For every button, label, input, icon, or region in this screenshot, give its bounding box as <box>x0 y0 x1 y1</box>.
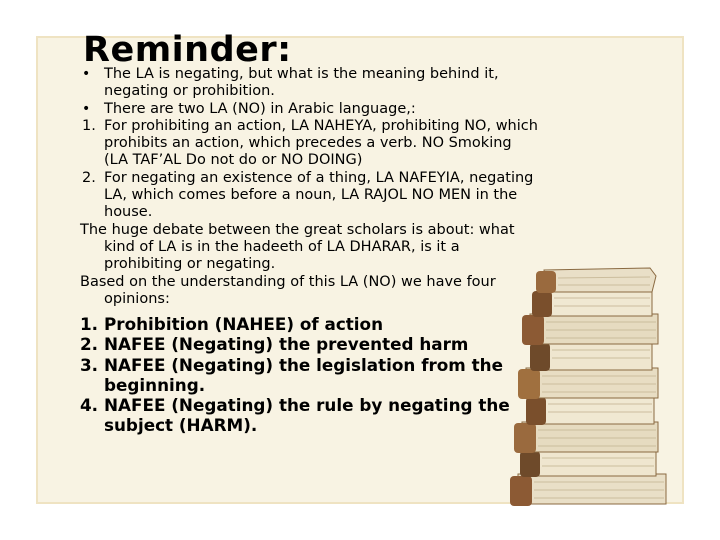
opinion-text: NAFEE (Negating) the rule by negating the subject (HARM). <box>104 394 510 436</box>
slide-content <box>80 66 540 435</box>
bullet-marker: • <box>82 66 91 82</box>
number-marker: 1. <box>82 117 96 134</box>
opinion-marker: 3. <box>80 354 99 375</box>
opinion-text: NAFEE (Negating) the legislation from the beginning. <box>104 354 503 395</box>
bullet-marker: • <box>82 100 91 117</box>
opinion-marker: 4. <box>80 394 99 415</box>
book <box>536 268 656 293</box>
book <box>518 368 658 399</box>
book <box>520 450 656 477</box>
numbered-text: For negating an existence of a thing, LA NAFEYIA, negating LA, which comes before a noun, LA RAJOL NO MEN in the house. <box>104 169 534 221</box>
bullet-text: The LA is negating, but what is the meaning behind it, negating or prohibition. <box>104 66 499 100</box>
opinion-text: Prohibition (NAHEE) of action <box>104 314 384 335</box>
book <box>526 396 654 425</box>
bullet-item <box>80 66 540 101</box>
opinion-marker: 2. <box>80 334 99 355</box>
paragraph: The huge debate between the great scholars is about: what kind of LA is in the hadeeth of LA DHARAR, is it a prohibiting or negating. <box>80 221 515 273</box>
book <box>530 342 652 371</box>
opinion-item <box>80 314 540 334</box>
book <box>514 422 658 453</box>
opinion-item <box>80 395 540 435</box>
numbered-text: For prohibiting an action, LA NAHEYA, prohibiting NO, which prohibits an action, which precedes a verb. NO Smoking (LA TAF’AL Do not do or NO DOING) <box>104 117 538 169</box>
opinion-text: NAFEE (Negating) the prevented harm <box>104 334 469 355</box>
book <box>510 474 666 506</box>
number-marker: 2. <box>82 169 96 186</box>
slide-title: Reminder: <box>83 30 292 70</box>
opinion-marker: 1. <box>80 314 99 335</box>
paragraph: Based on the understanding of this LA (NO) we have four opinions: <box>80 273 496 307</box>
book <box>522 314 658 345</box>
bullet-text: There are two LA (NO) in Arabic language,: <box>104 100 416 117</box>
numbered-item <box>80 118 540 170</box>
book <box>532 290 652 317</box>
opinion-item <box>80 355 540 395</box>
numbered-item <box>80 170 540 222</box>
opinion-item <box>80 334 540 354</box>
bullet-item <box>80 101 540 118</box>
stack-of-books-icon <box>500 262 670 512</box>
